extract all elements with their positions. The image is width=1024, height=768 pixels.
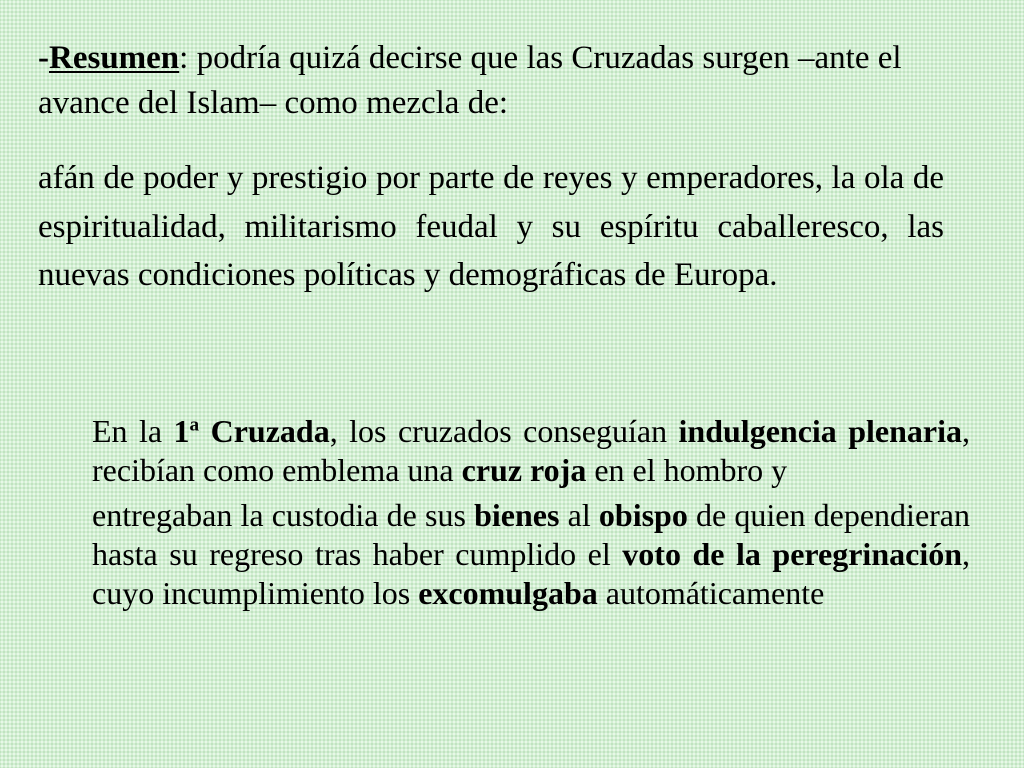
- voto-peregrinacion: voto de la peregrinación: [622, 536, 963, 572]
- excomulgaba: excomulgaba: [418, 575, 598, 611]
- summary-heading: [38, 36, 958, 126]
- summary-dash: -: [38, 40, 49, 76]
- p1-text-3: , recibían como emblema una: [92, 413, 971, 488]
- p2-text-1: entregaban la custodia de sus: [92, 497, 475, 533]
- crusade-word: Cruzada: [199, 413, 330, 449]
- cruz-roja: cruz roja: [461, 452, 587, 488]
- summary-intro: : podría quizá decirse que las Cruzadas surgen –ante el avance del Islam– como mezcla de:: [38, 40, 902, 121]
- p2-text-4: , cuyo incumplimiento los: [92, 536, 971, 611]
- p1-text-2: , los cruzados conseguían: [329, 413, 679, 449]
- p2-text-2: al: [559, 497, 599, 533]
- p2-text-3: de quien dependieran hasta su regreso tras haber cumplido el: [92, 497, 971, 572]
- indulgencia-plenaria: indulgencia plenaria: [678, 413, 963, 449]
- crusade-number-digit: 1: [173, 413, 190, 449]
- bienes: bienes: [474, 497, 560, 533]
- p1-text-4: en el hombro y: [586, 452, 788, 488]
- obispo: obispo: [598, 497, 688, 533]
- p2-text-5: automáticamente: [597, 575, 825, 611]
- summary-body: afán de poder y prestigio por parte de reyes y emperadores, la ola de espiritualidad, militarismo feudal y su espíritu caballeresco, las nuevas condiciones políticas y demográficas de Europa.: [38, 160, 944, 293]
- first-crusade-paragraph-1: [92, 412, 970, 490]
- p1-text-1: En la: [92, 413, 174, 449]
- first-crusade-block: [92, 412, 970, 613]
- summary-keyword: Resumen: [49, 40, 180, 76]
- crusade-number: [174, 413, 330, 449]
- crusade-ordinal-sup: a: [189, 414, 200, 436]
- first-crusade-paragraph-2: [92, 496, 970, 613]
